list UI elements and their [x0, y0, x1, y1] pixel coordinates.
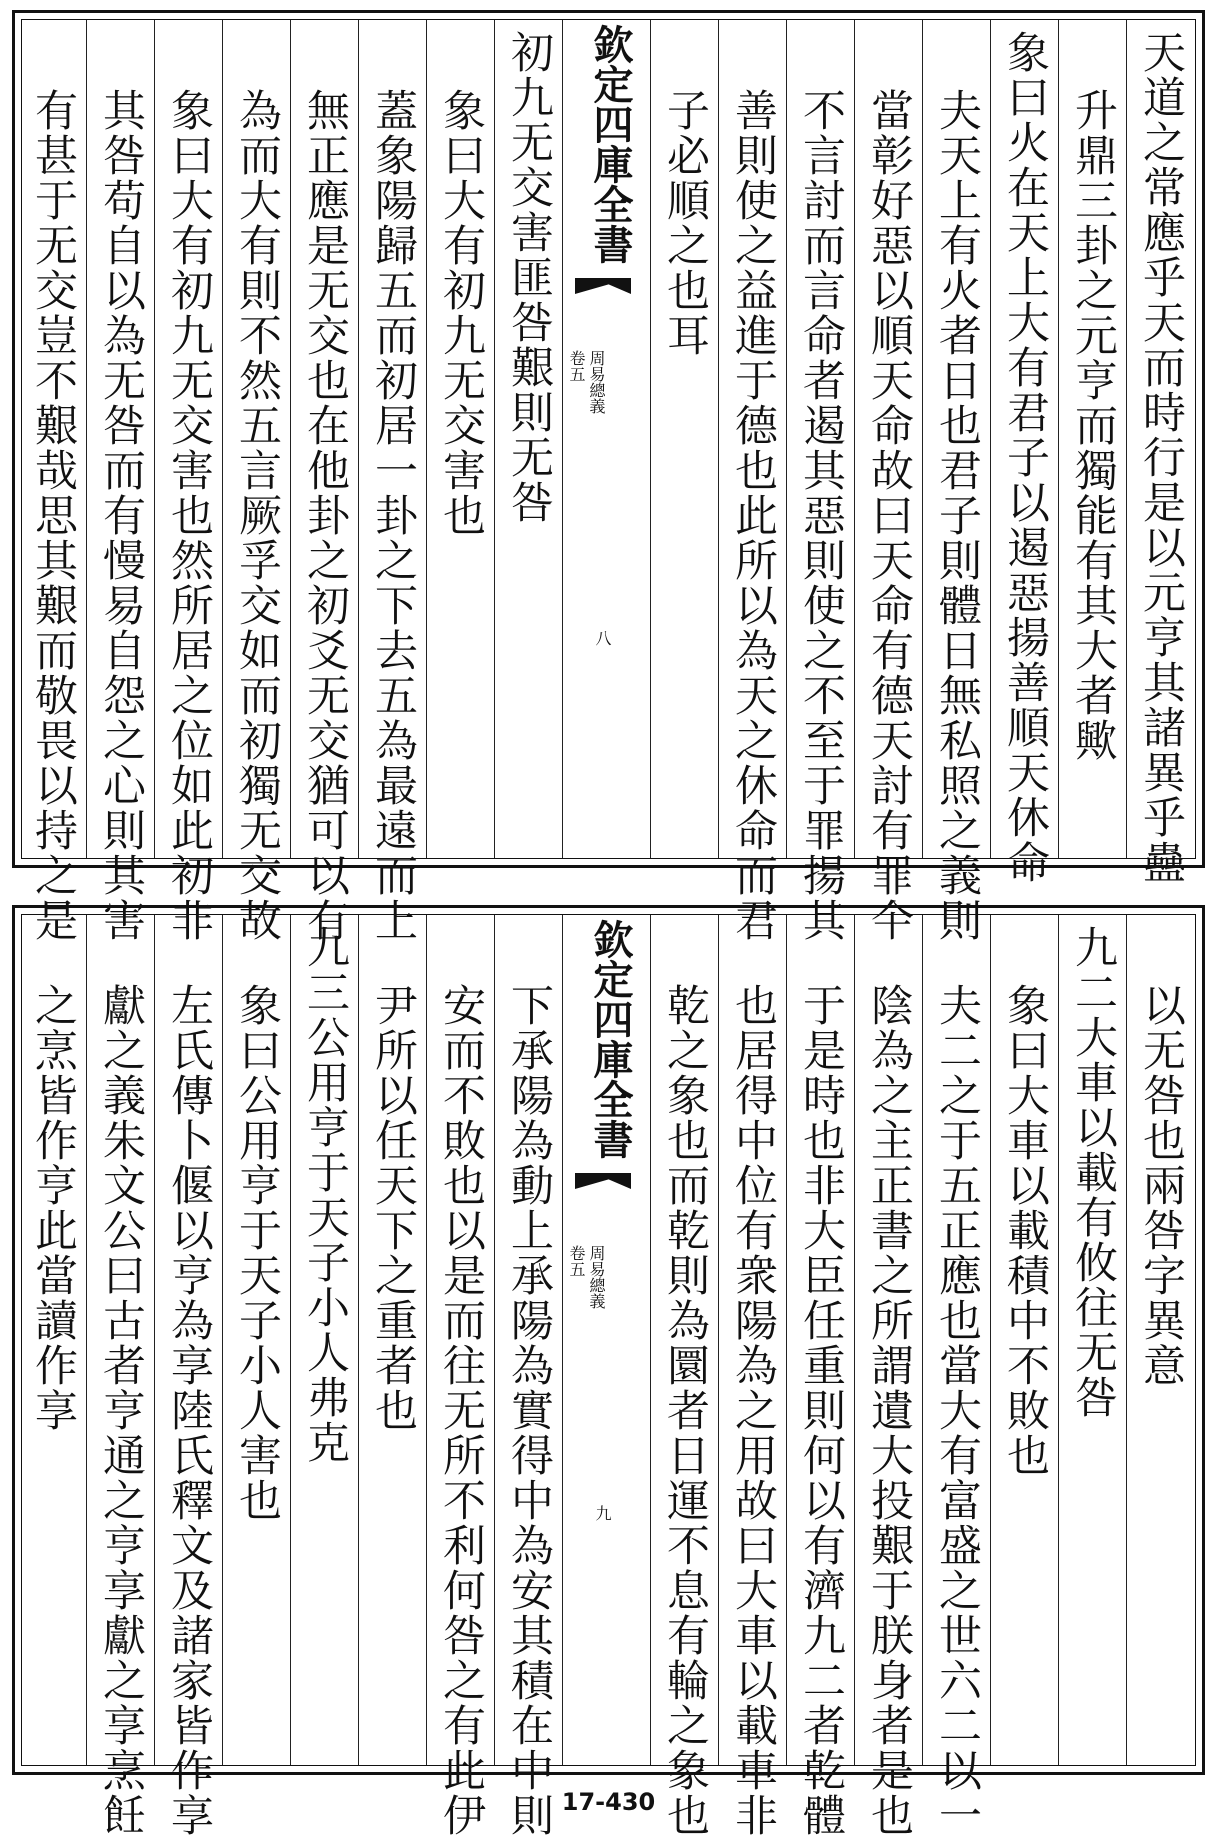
text-column: 陰為之主正書之所謂遺大投艱于朕身者是也 [864, 983, 914, 1838]
text-column: 九三公用亨于天子小人弗克 [300, 925, 350, 1465]
text-column: 九二大車以載有攸往无咎 [1068, 925, 1118, 1420]
column-rule [854, 20, 855, 858]
text-column: 于是時也非大臣任重則何以有濟九二者乾體 [796, 983, 846, 1838]
column-rule [290, 20, 291, 858]
column-rule [562, 20, 563, 858]
column-rule [650, 915, 651, 1765]
text-column: 蓋象陽歸五而初居一卦之下去五為最遠而上 [368, 88, 418, 943]
column-rule [1058, 915, 1059, 1765]
book-name: 周易總義 [587, 1245, 606, 1309]
column-rule [86, 20, 87, 858]
leaf-number: 九 [593, 1505, 612, 1521]
text-column: 象曰公用亨于天子小人害也 [232, 983, 282, 1523]
center-margin-strip [563, 20, 647, 858]
text-column: 象曰大有初九无交害也 [436, 88, 486, 538]
top-page [12, 10, 1205, 943]
text-column: 安而不敗也以是而往无所不利何咎之有此伊 [436, 983, 486, 1838]
column-rule [222, 20, 223, 858]
column-rule [718, 20, 719, 858]
column-rule [1058, 20, 1059, 858]
text-column: 象曰大車以載積中不敗也 [1000, 983, 1050, 1478]
column-rule [290, 915, 291, 1765]
running-title: 欽定四庫全書 [587, 919, 634, 1159]
text-column: 之烹皆作亨此當讀作享 [28, 983, 78, 1433]
fishtail-mark [575, 1173, 631, 1189]
column-rule [494, 20, 495, 858]
text-column: 天道之常應乎天而時行是以元亨其諸異乎蠱 [1136, 30, 1186, 885]
column-rule [358, 20, 359, 858]
column-rule [990, 20, 991, 858]
leaf-number: 八 [593, 630, 612, 646]
column-rule [494, 915, 495, 1765]
running-title: 欽定四庫全書 [587, 24, 634, 264]
text-column: 夫二之于五正應也當大有富盛之世六二以一 [932, 983, 982, 1838]
text-column: 左氏傳卜偃以亨為享陸氏釋文及諸家皆作享 [164, 983, 214, 1838]
juan-number: 卷五 [567, 350, 586, 382]
text-column: 其咎苟自以為无咎而有慢易自怨之心則其害 [96, 88, 146, 943]
fishtail-mark [575, 278, 631, 294]
column-rule [426, 915, 427, 1765]
text-column: 獻之義朱文公曰古者亨通之亨享獻之享烹飪 [96, 983, 146, 1838]
text-column: 乾之象也而乾則為圜者日運不息有輪之象也 [660, 983, 710, 1838]
text-column: 子必順之也耳 [660, 88, 710, 358]
top-page-frame [21, 19, 1196, 943]
center-margin-strip [563, 915, 647, 1765]
column-rule [222, 915, 223, 1765]
text-column: 下承陽為動上承陽為實得中為安其積在中則 [504, 983, 554, 1838]
text-column: 象曰火在天上大有君子以遏惡揚善順天休命 [1000, 30, 1050, 885]
text-column: 當彰好惡以順天命故曰天命有德天討有罪仐 [864, 88, 914, 943]
column-rule [1126, 915, 1127, 1765]
column-rule [718, 915, 719, 1765]
column-rule [922, 915, 923, 1765]
column-rule [1126, 20, 1127, 858]
text-column: 為而大有則不然五言厥孚交如而初獨无交故 [232, 88, 282, 943]
column-rule [562, 915, 563, 1765]
column-rule [154, 20, 155, 858]
text-column: 象曰大有初九无交害也然所居之位如此初非 [164, 88, 214, 943]
book-name: 周易總義 [587, 350, 606, 414]
page-number: 17-430 [561, 1788, 656, 1816]
text-column: 升鼎三卦之元亨而獨能有其大者歟 [1068, 88, 1118, 763]
text-column: 無正應是无交也在他卦之初爻无交猶可以有 [300, 88, 350, 943]
column-rule [154, 915, 155, 1765]
text-column: 善則使之益進于德也此所以為天之休命而君 [728, 88, 778, 943]
column-rule [86, 915, 87, 1765]
column-rule [854, 915, 855, 1765]
text-column: 有甚于无交豈不艱哉思其艱而敬畏以持之是 [28, 88, 78, 943]
text-column: 也居得中位有衆陽為之用故曰大車以載車非 [728, 983, 778, 1838]
text-column: 夫天上有火者日也君子則體日無私照之義則 [932, 88, 982, 943]
text-column: 不言討而言命者遏其惡則使之不至于罪揚其 [796, 88, 846, 943]
text-column: 尹所以任天下之重者也 [368, 983, 418, 1433]
column-rule [786, 915, 787, 1765]
column-rule [426, 20, 427, 858]
column-rule [990, 915, 991, 1765]
juan-number: 卷五 [567, 1245, 586, 1277]
column-rule [786, 20, 787, 858]
column-rule [358, 915, 359, 1765]
text-column: 初九无交害匪咎艱則无咎 [504, 30, 554, 525]
text-column: 以无咎也兩咎字異意 [1136, 983, 1186, 1388]
column-rule [650, 20, 651, 858]
column-rule [922, 20, 923, 858]
